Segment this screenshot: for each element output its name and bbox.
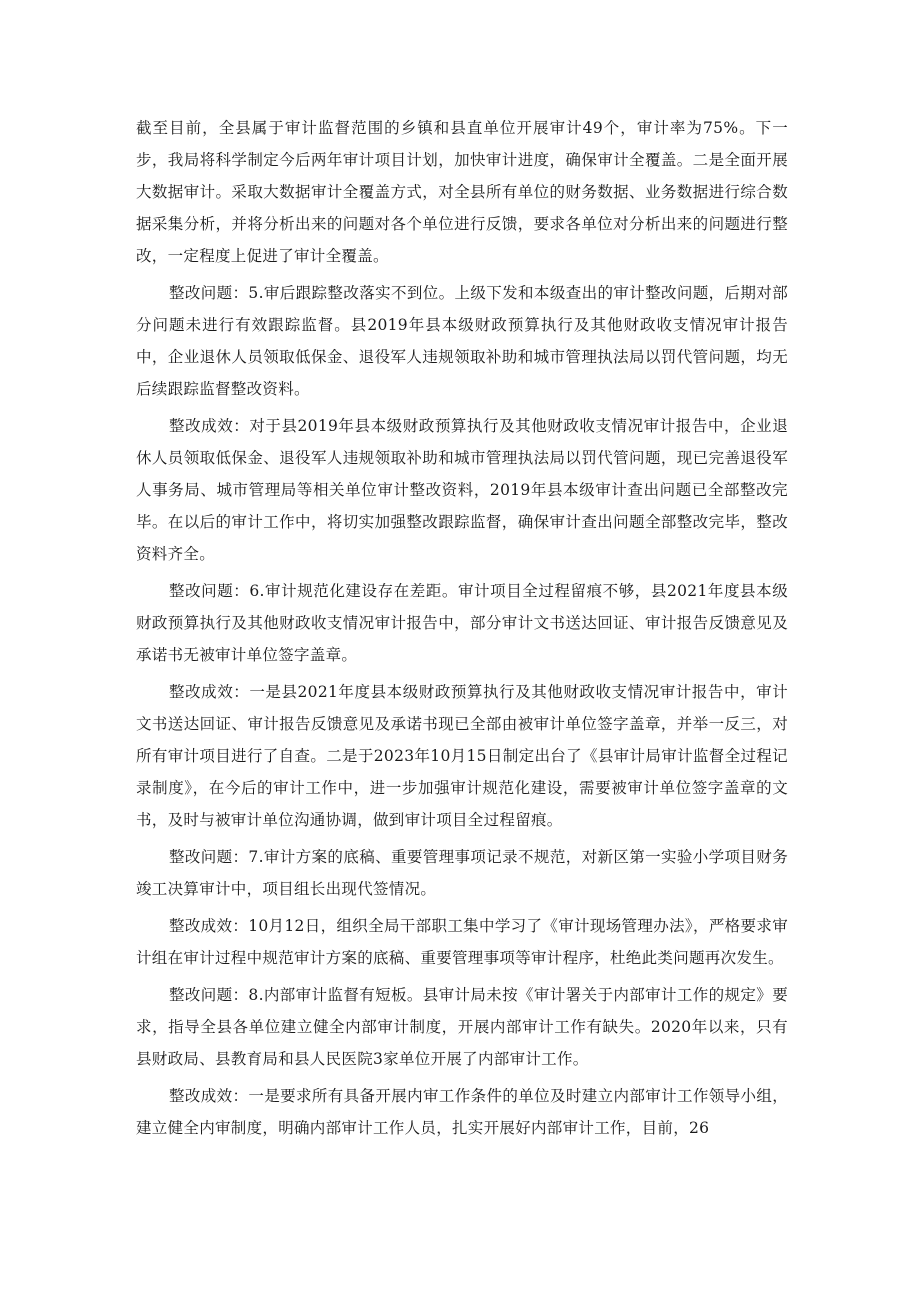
paragraph-8: 整改问题：8.内部审计监督有短板。县审计局未按《审计署关于内部审计工作的规定》要求，指导全县各单位建立健全内部审计制度，开展内部审计工作有缺失。2020年以来，只有县财政局、县教育局和县人民医院3家单位开展了内部审计工作。 xyxy=(136,986,788,1068)
paragraph-6: 整改问题：7.审计方案的底稿、重要管理事项记录不规范，对新区第一实验小学项目财务竣工决算审计中，项目组长出现代签情况。 xyxy=(136,848,788,898)
paragraph-5: 整改成效：一是县2021年度县本级财政预算执行及其他财政收支情况审计报告中，审计文书送达回证、审计报告反馈意见及承诺书现已全部由被审计单位签字盖章，并举一反三，对所有审计项目进行了自查。二是于2023年10月15日制定出台了《县审计局审计监督全过程记录制度》，在今后的审计工作中，进一步加强审计规范化建设，需要被审计单位签字盖章的文书，及时与被审计单位沟通协调，做到审计项目全过程留痕。 xyxy=(136,683,788,829)
paragraph-4: 整改问题：6.审计规范化建设存在差距。审计项目全过程留痕不够，县2021年度县本级财政预算执行及其他财政收支情况审计报告中，部分审计文书送达回证、审计报告反馈意见及承诺书无被审计单位签字盖章。 xyxy=(136,582,788,664)
paragraph-2: 整改问题：5.审后跟踪整改落实不到位。上级下发和本级查出的审计整改问题，后期对部分问题未进行有效跟踪监督。县2019年县本级财政预算执行及其他财政收支情况审计报告中，企业退休人员领取低保金、退役军人违规领取补助和城市管理执法局以罚代管问题，均无后续跟踪监督整改资料。 xyxy=(136,284,788,398)
paragraph-7: 整改成效：10月12日，组织全局干部职工集中学习了《审计现场管理办法》，严格要求审计组在审计过程中规范审计方案的底稿、重要管理事项等审计程序，杜绝此类问题再次发生。 xyxy=(136,917,788,967)
paragraph-3: 整改成效：对于县2019年县本级财政预算执行及其他财政收支情况审计报告中，企业退休人员领取低保金、退役军人违规领取补助和城市管理执法局以罚代管问题，现已完善退役军人事务局、城市管理局等相关单位审计整改资料，2019年县本级审计查出问题已全部整改完毕。在以后的审计工作中，将切实加强整改跟踪监督，确保审计查出问题全部整改完毕，整改资料齐全。 xyxy=(136,417,788,563)
paragraph-9: 整改成效：一是要求所有具备开展内审工作条件的单位及时建立内部审计工作领导小组，建立健全内审制度，明确内部审计工作人员，扎实开展好内部审计工作，目前，26 xyxy=(136,1087,788,1137)
document-body xyxy=(136,112,788,1149)
paragraph-1: 截至目前，全县属于审计监督范围的乡镇和县直单位开展审计49个，审计率为75%。下一步，我局将科学制定今后两年审计项目计划，加快审计进度，确保审计全覆盖。二是全面开展大数据审计。采取大数据审计全覆盖方式，对全县所有单位的财务数据、业务数据进行综合数据采集分析，并将分析出来的问题对各个单位进行反馈，要求各单位对分析出来的问题进行整改，一定程度上促进了审计全覆盖。 xyxy=(136,119,788,265)
